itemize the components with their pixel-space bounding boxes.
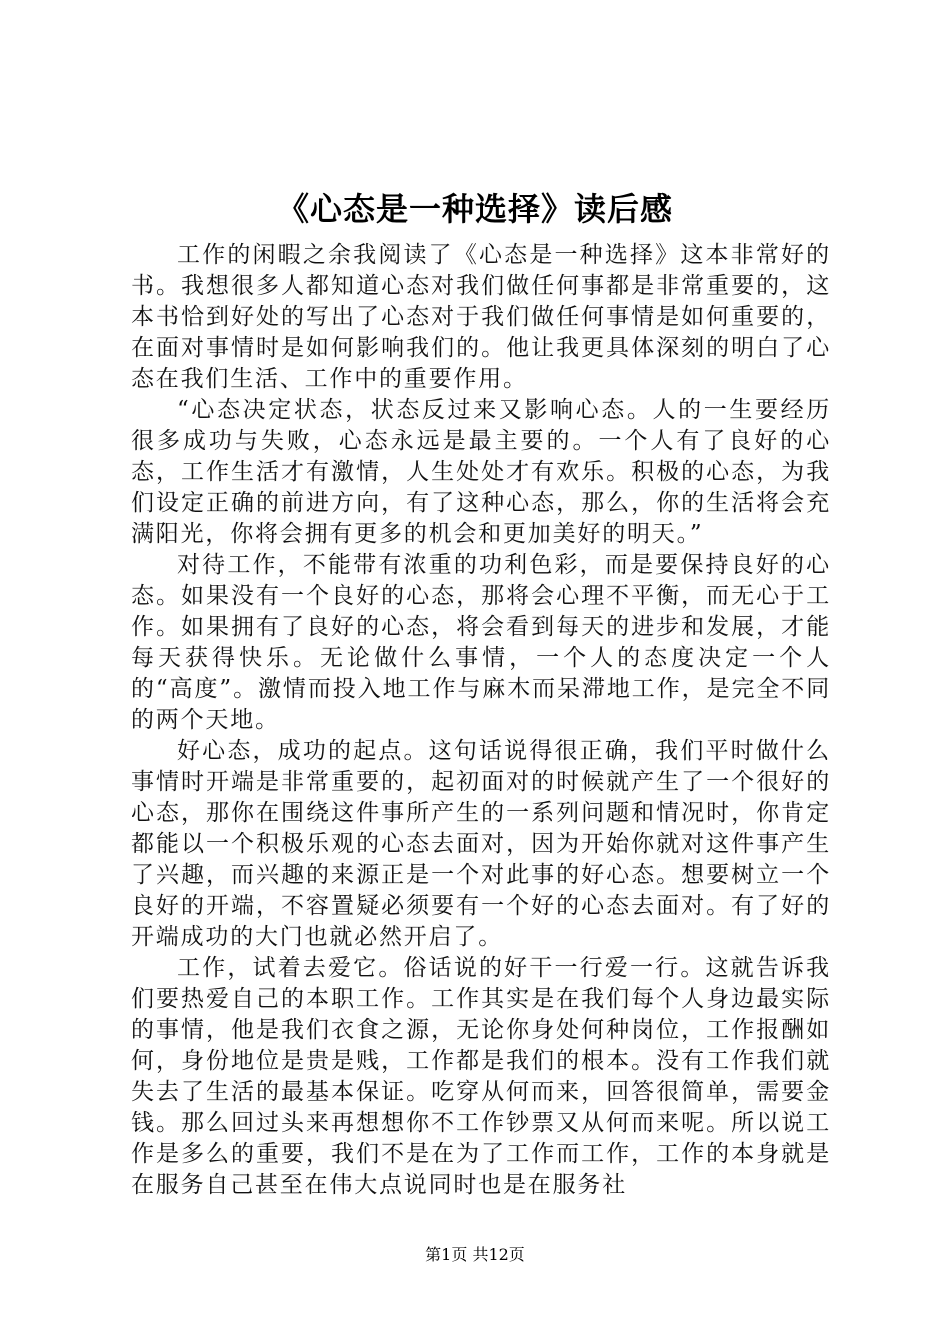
paragraph: 工作，试着去爱它。俗话说的好干一行爱一行。这就告诉我们要热爱自己的本职工作。工作其实是在我们每个人身边最实际的事情，他是我们衣食之源，无论你身处何种岗位，工作报酬如何，身份地位是贵是贱，工作都是我们的根本。没有工作我们就失去了生活的最基本保证。吃穿从何而来，回答很简单，需要金钱。那么回过头来再想想你不工作钞票又从何而来呢。所以说工作是多么的重要，我们不是在为了工作而工作，工作的本身就是在服务自己甚至在伟大点说同时也是在服务社 xyxy=(131,955,831,1198)
paragraph: 工作的闲暇之余我阅读了《心态是一种选择》这本非常好的书。我想很多人都知道心态对我们做任何事都是非常重要的，这本书恰到好处的写出了心态对于我们做任何事情是如何重要的，在面对事情时是如何影响我们的。他让我更具体深刻的明白了心态在我们生活、工作中的重要作用。 xyxy=(131,242,831,392)
paragraph: “心态决定状态，状态反过来又影响心态。人的一生要经历很多成功与失败，心态永远是最主要的。一个人有了良好的心态，工作生活才有激情，人生处处才有欢乐。积极的心态，为我们设定正确的前进方向，有了这种心态，那么，你的生活将会充满阳光，你将会拥有更多的机会和更加美好的明天。” xyxy=(131,397,831,547)
document-title: 《心态是一种选择》读后感 xyxy=(276,190,673,228)
paragraph: 好心态，成功的起点。这句话说得很正确，我们平时做什么事情时开端是非常重要的，起初面对的时候就产生了一个很好的心态，那你在围绕这件事所产生的一系列问题和情况时，你肯定都能以一个积极乐观的心态去面对，因为开始你就对这件事产生了兴趣，而兴趣的来源正是一个对此事的好心态。想要树立一个良好的开端，不容置疑必须要有一个好的心态去面对。有了好的开端成功的大门也就必然开启了。 xyxy=(131,738,831,950)
paragraph: 对待工作，不能带有浓重的功利色彩，而是要保持良好的心态。如果没有一个良好的心态，那将会心理不平衡，而无心于工作。如果拥有了良好的心态，将会看到每天的进步和发展，才能每天获得快乐。无论做什么事情，一个人的态度决定一个人的“高度”。激情而投入地工作与麻木而呆滞地工作，是完全不同的两个天地。 xyxy=(131,552,831,733)
page-footer: 第1页 共12页 xyxy=(425,1245,525,1264)
document-body xyxy=(131,240,831,1201)
